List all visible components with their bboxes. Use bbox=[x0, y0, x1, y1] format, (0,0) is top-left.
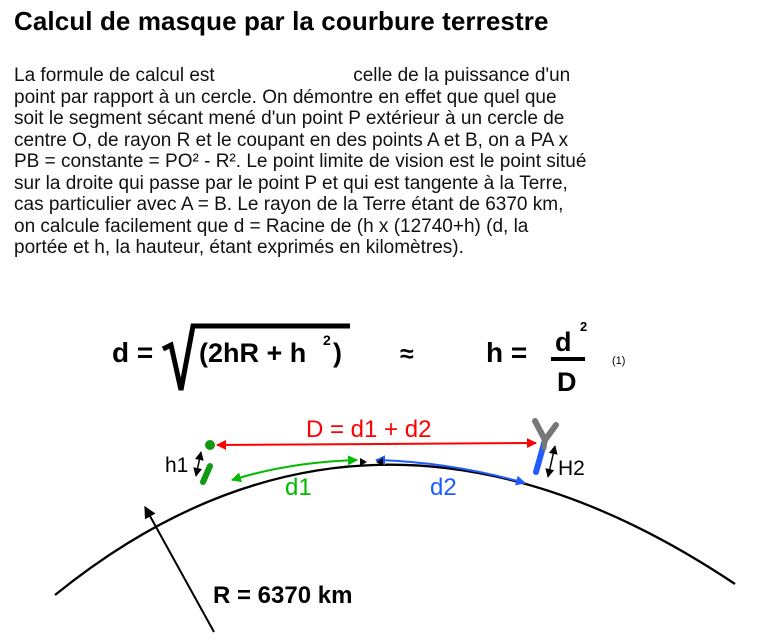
page-title: Calcul de masque par la courbure terrestre bbox=[14, 6, 549, 36]
left-mast-top bbox=[205, 440, 215, 450]
total-distance-label: D = d1 + d2 bbox=[306, 416, 432, 443]
antenna-right-arm bbox=[545, 425, 556, 440]
total-distance-line bbox=[217, 443, 536, 445]
paragraph-line-6: sur la droite qui passe par le point P et qui est tangente à la Terre, bbox=[14, 172, 568, 194]
h2-height-arrow bbox=[548, 446, 555, 477]
earth-radius-arrow bbox=[145, 507, 214, 632]
formula-radicand-close: ) bbox=[333, 338, 342, 368]
visibility-formula bbox=[112, 319, 625, 397]
d2-label: d2 bbox=[430, 474, 457, 501]
fraction-denominator: D bbox=[557, 367, 577, 397]
h2-label: H2 bbox=[558, 457, 585, 480]
earth-radius-label: R = 6370 km bbox=[213, 582, 353, 609]
left-mast bbox=[203, 466, 210, 482]
d1-label: d1 bbox=[285, 474, 312, 501]
fraction-numerator: d bbox=[555, 327, 572, 357]
paragraph-line-9: portée et h, la hauteur, étant exprimés en kilomètres). bbox=[14, 237, 464, 258]
h1-label: h1 bbox=[165, 454, 189, 477]
earth-curvature-diagram bbox=[55, 416, 735, 632]
h1-height-arrow bbox=[196, 452, 201, 476]
approximation-symbol: ≈ bbox=[400, 340, 414, 368]
formula-d-label: d = bbox=[112, 337, 154, 368]
paragraph-line-5: PB = constante = PO² - R². Le point limite de vision est le point situé bbox=[14, 151, 587, 172]
formula-radicand: (2hR + h bbox=[199, 338, 307, 368]
fraction-power: 2 bbox=[580, 319, 588, 334]
paragraph-line-4: centre O, de rayon R et le coupant en des points A et B, on a PA x bbox=[14, 129, 569, 151]
paragraph-line-1-start: La formule de calcul est bbox=[14, 65, 215, 86]
paragraph-line-7: cas particulier avec A = B. Le rayon de la Terre étant de 6370 km, bbox=[14, 194, 564, 215]
paragraph-line-2: point par rapport à un cercle. On démontre en effet que quel que bbox=[14, 86, 557, 108]
antenna-stem bbox=[544, 440, 545, 448]
formula-radicand-power: 2 bbox=[323, 332, 331, 348]
formula-h-label: h = bbox=[486, 337, 528, 368]
paragraph-line-1-end: celle de la puissance d'un bbox=[353, 65, 571, 86]
formula-footnote: (1) bbox=[612, 355, 626, 367]
paragraph-line-3: soit le segment sécant mené d'un point P extérieur à un cercle de bbox=[14, 108, 565, 129]
paragraph-line-8: on calcule facilement que d = Racine de (h x (12740+h) (d, la bbox=[14, 215, 529, 237]
